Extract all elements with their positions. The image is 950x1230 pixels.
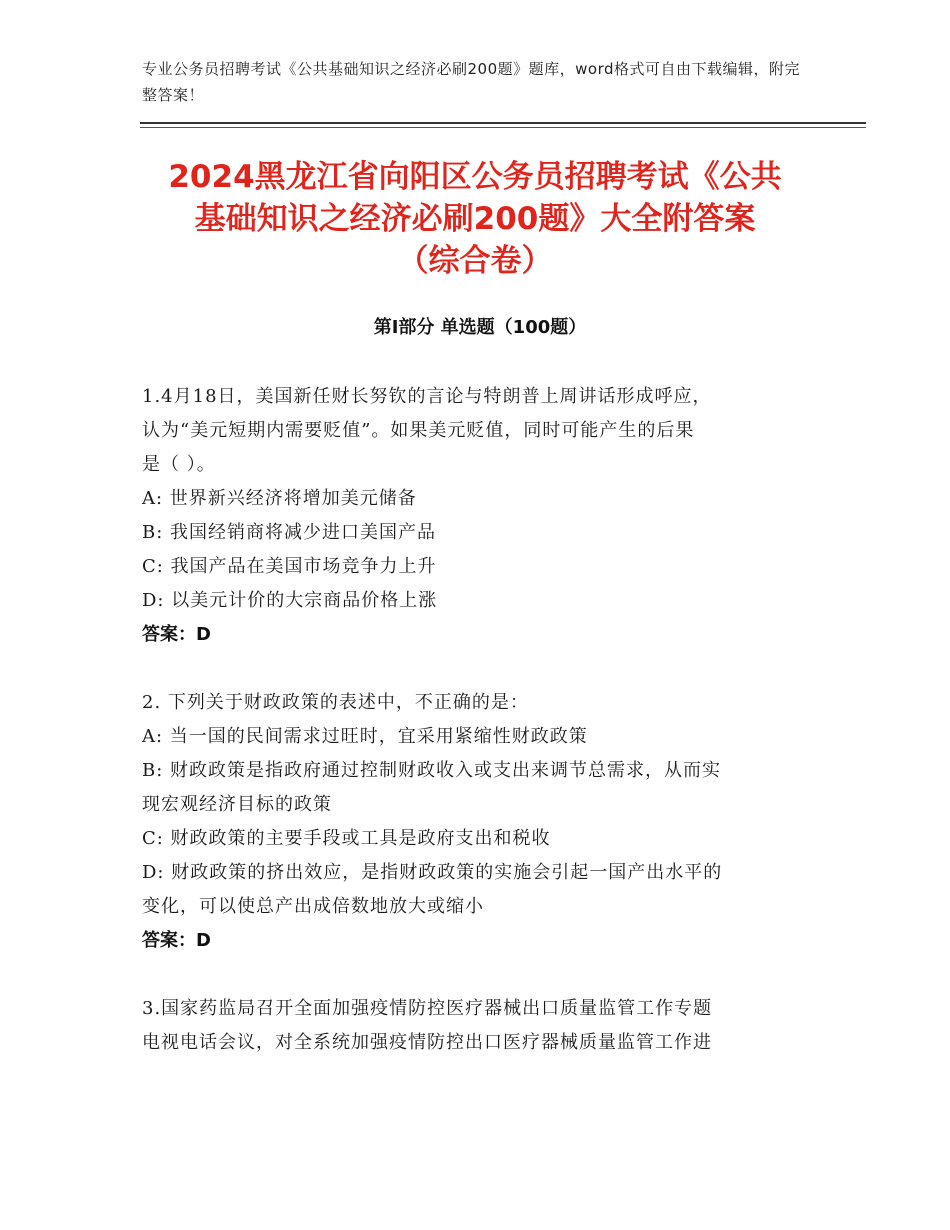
option-c: C: 我国产品在美国市场竞争力上升 <box>142 556 437 577</box>
title-line-2: 基础知识之经济必刷200题》大全附答案 <box>194 201 756 237</box>
question-stem-line: 是（ ）。 <box>142 454 216 475</box>
question-stem-line: 1.4月18日，美国新任财长努钦的言论与特朗普上周讲话形成呼应， <box>142 386 712 407</box>
option-a: A: 世界新兴经济将增加美元储备 <box>142 488 417 509</box>
question-stem-line: 2. 下列关于财政政策的表述中，不正确的是： <box>142 692 529 713</box>
question-stem-line: 认为“美元短期内需要贬值”。如果美元贬值，同时可能产生的后果 <box>142 420 695 441</box>
title-line-1: 2024黑龙江省向阳区公务员招聘考试《公共 <box>168 159 782 195</box>
option-c: C: 财政政策的主要手段或工具是政府支出和税收 <box>142 828 551 849</box>
option-b: B: 我国经销商将减少进口美国产品 <box>142 522 437 543</box>
document-title <box>130 156 820 282</box>
section-title: 第Ⅰ部分 单选题（100题） <box>373 317 587 338</box>
option-d: D: 财政政策的挤出效应，是指财政政策的实施会引起一国产出水平的 <box>142 862 723 883</box>
answer-line: 答案：D <box>142 624 211 645</box>
option-d: D: 以美元计价的大宗商品价格上涨 <box>142 590 438 611</box>
question-list <box>142 380 822 1094</box>
option-b: B: 财政政策是指政府通过控制财政收入或支出来调节总需求，从而实 <box>142 760 722 781</box>
question-1 <box>142 380 822 652</box>
answer-line: 答案：D <box>142 930 211 951</box>
header-divider-thin <box>140 127 866 128</box>
question-2 <box>142 686 822 958</box>
header-note: 专业公务员招聘考试《公共基础知识之经济必刷200题》题库，word格式可自由下载编辑，附完整答案！ <box>142 60 801 104</box>
question-3 <box>142 992 822 1060</box>
option-b-continued: 现宏观经济目标的政策 <box>142 794 332 815</box>
option-a: A: 当一国的民间需求过旺时，宜采用紧缩性财政政策 <box>142 726 588 747</box>
option-d-continued: 变化，可以使总产出成倍数地放大或缩小 <box>142 896 484 917</box>
title-line-3: （综合卷） <box>397 243 553 279</box>
question-stem-line: 3.国家药监局召开全面加强疫情防控医疗器械出口质量监管工作专题 <box>142 998 713 1019</box>
header-divider-thick <box>140 122 866 124</box>
question-stem-line: 电视电话会议，对全系统加强疫情防控出口医疗器械质量监管工作进 <box>142 1032 712 1053</box>
